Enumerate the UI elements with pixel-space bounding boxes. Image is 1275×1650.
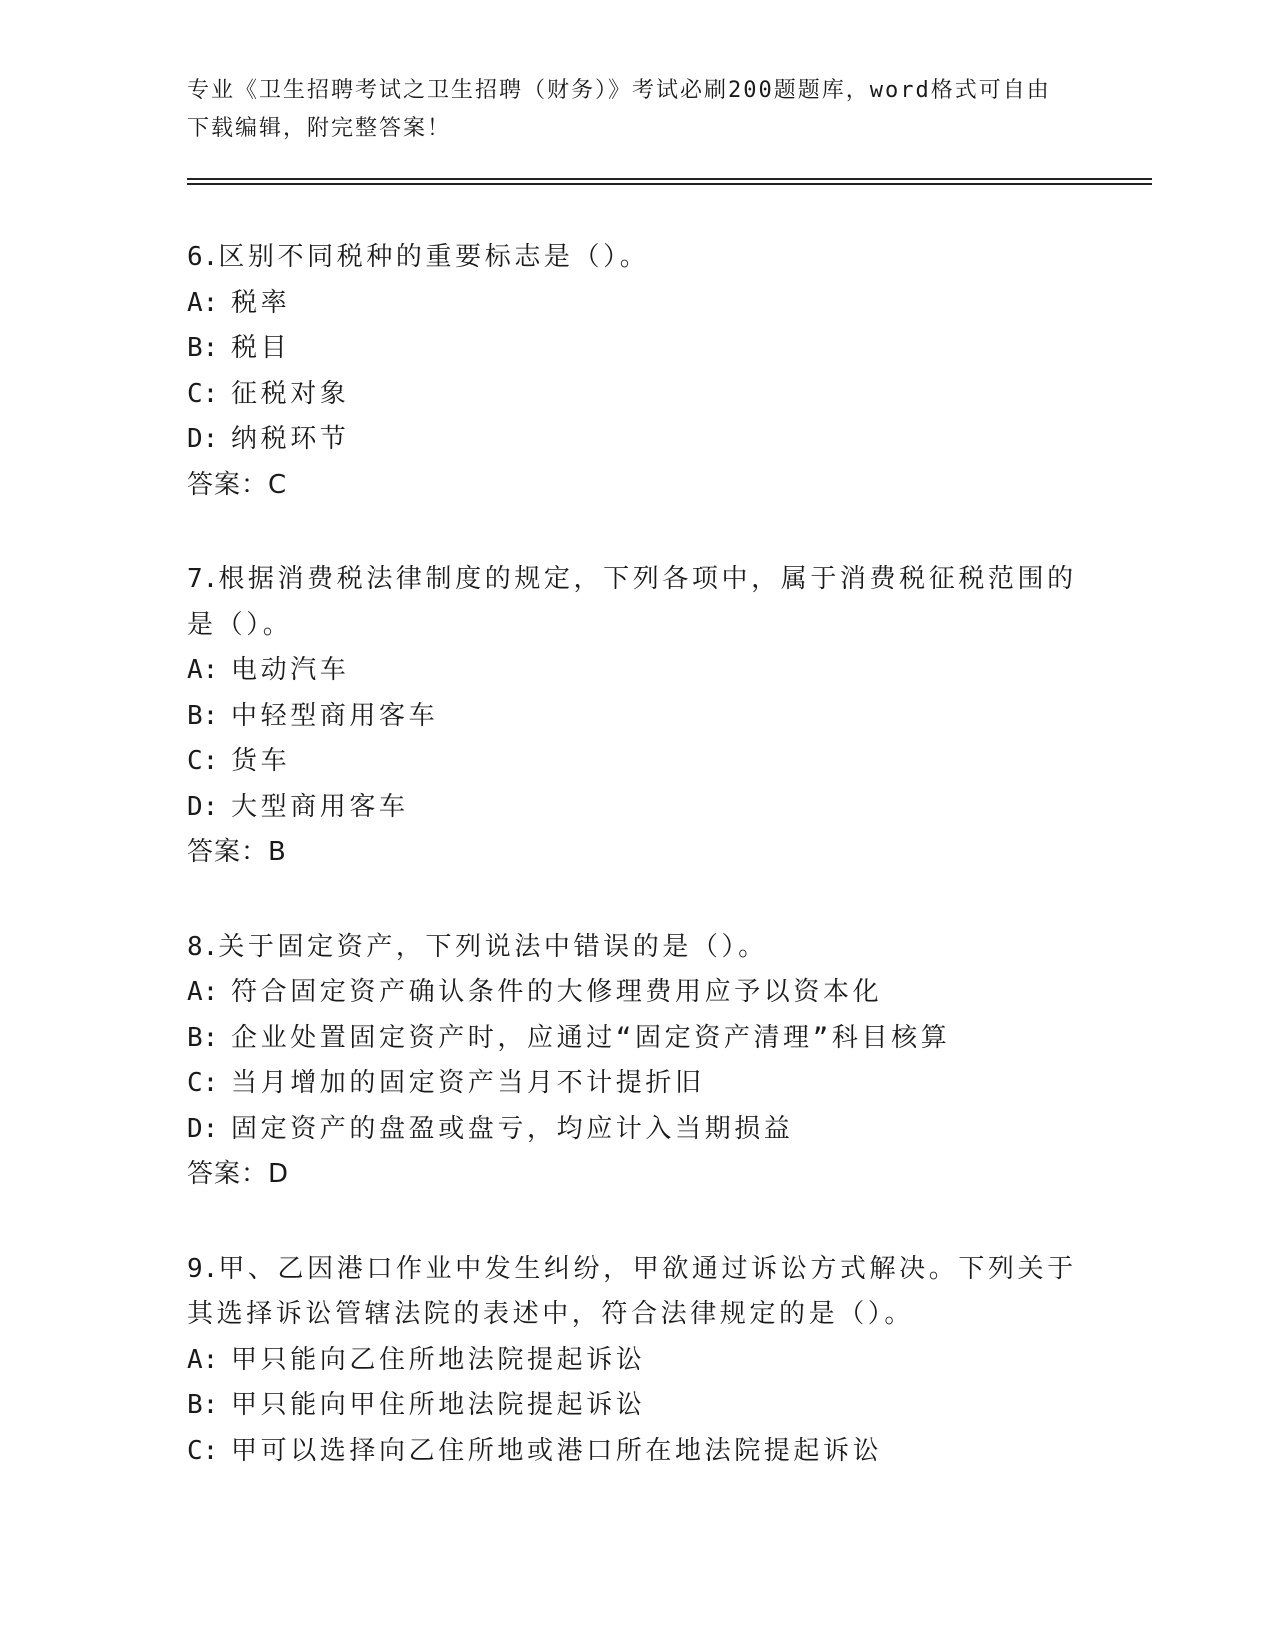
option-text: 大型商用客车: [231, 791, 409, 822]
option-b: [187, 326, 1087, 372]
option-c: [187, 1429, 1087, 1475]
question-7: [187, 557, 1087, 876]
question-number: 6.: [187, 242, 219, 272]
question-text: 区别不同税种的重要标志是（）。: [218, 242, 650, 272]
option-letter: B:: [187, 1022, 219, 1053]
option-text: 固定资产的盘盈或盘亏，均应计入当期损益: [231, 1113, 794, 1144]
option-text: 税目: [231, 333, 291, 363]
option-b: [187, 1016, 1087, 1062]
question-6: [187, 235, 1087, 508]
option-text: 企业处置固定资产时，应通过“固定资产清理”科目核算: [231, 1022, 951, 1053]
question-number: 7.: [187, 564, 219, 594]
option-text: 中轻型商用客车: [231, 700, 439, 731]
option-a: [187, 281, 1087, 327]
question-9: [187, 1247, 1087, 1475]
option-text: 符合固定资产确认条件的大修理费用应予以资本化: [231, 977, 883, 1007]
option-letter: A:: [187, 977, 219, 1007]
option-letter: B:: [187, 333, 219, 363]
question-stem: [187, 235, 1087, 281]
answer-line: 答案：C: [187, 469, 288, 500]
option-letter: D:: [187, 424, 219, 454]
question-list: [187, 235, 1087, 1523]
question-8: [187, 925, 1087, 1198]
header-divider-bottom: [187, 183, 1152, 185]
option-c: [187, 739, 1087, 785]
question-text: 甲、乙因港口作业中发生纠纷，甲欲通过诉讼方式解决。下列关于其选择诉讼管辖法院的表述中，符合法律规定的是（）。: [187, 1253, 1077, 1329]
header-text: 专业《卫生招聘考试之卫生招聘（财务）》考试必刷200题题库，word格式可自由下载编辑，附完整答案！: [187, 78, 1051, 141]
option-b: [187, 1383, 1087, 1429]
answer-line: 答案：D: [187, 1159, 290, 1189]
option-letter: A:: [187, 655, 219, 685]
option-text: 当月增加的固定资产当月不计提折旧: [231, 1068, 705, 1098]
option-a: [187, 1338, 1087, 1384]
option-letter: B:: [187, 700, 219, 731]
question-stem: [187, 1247, 1087, 1338]
option-text: 电动汽车: [231, 655, 350, 685]
option-text: 货车: [231, 746, 291, 776]
option-c: [187, 1061, 1087, 1107]
option-d: [187, 785, 1087, 831]
option-letter: D:: [187, 791, 219, 822]
option-text: 甲可以选择向乙住所地或港口所在地法院提起诉讼: [231, 1435, 883, 1466]
option-text: 税率: [231, 287, 291, 318]
option-text: 甲只能向甲住所地法院提起诉讼: [231, 1390, 646, 1420]
option-d: [187, 417, 1087, 463]
option-b: [187, 694, 1087, 740]
option-text: 纳税环节: [231, 424, 350, 454]
question-stem: [187, 557, 1087, 648]
option-letter: D:: [187, 1113, 219, 1144]
option-letter: C:: [187, 1435, 219, 1466]
option-c: [187, 372, 1087, 418]
question-stem: [187, 925, 1087, 971]
option-letter: A:: [187, 1344, 219, 1375]
option-a: [187, 970, 1087, 1016]
option-letter: A:: [187, 287, 219, 318]
option-text: 甲只能向乙住所地法院提起诉讼: [231, 1344, 646, 1375]
question-number: 8.: [187, 931, 219, 962]
option-a: [187, 648, 1087, 694]
option-letter: B:: [187, 1390, 219, 1420]
option-text: 征税对象: [231, 378, 350, 409]
document-header: [187, 72, 1067, 148]
option-letter: C:: [187, 378, 219, 409]
question-number: 9.: [187, 1253, 219, 1284]
question-text: 根据消费税法律制度的规定，下列各项中，属于消费税征税范围的是（）。: [187, 564, 1077, 640]
option-letter: C:: [187, 1068, 219, 1098]
option-letter: C:: [187, 746, 219, 776]
answer-line: 答案：B: [187, 837, 287, 867]
question-text: 关于固定资产，下列说法中错误的是（）。: [218, 931, 768, 962]
header-divider-top: [187, 178, 1152, 180]
option-d: [187, 1107, 1087, 1153]
